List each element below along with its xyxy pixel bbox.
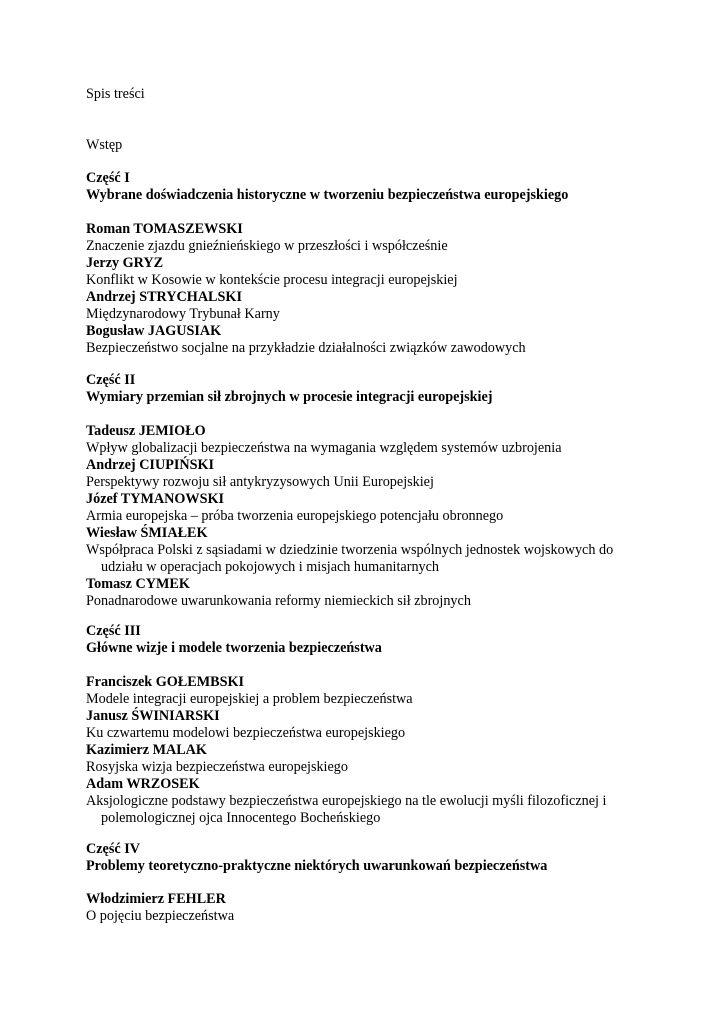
intro-entry: Wstęp [86,137,123,153]
entry-author: Janusz ŚWINIARSKI [86,708,220,724]
entry-title: Współpraca Polski z sąsiadami w dziedzinie tworzenia wspólnych jednostek wojskowych do [86,542,614,558]
entry-author: Jerzy GRYZ [86,255,164,271]
part2-entries [86,423,646,610]
entry-author: Andrzej STRYCHALSKI [86,289,242,305]
entry-author: Wiesław ŚMIAŁEK [86,525,208,541]
part2-header [86,372,646,406]
entry-author: Tadeusz JEMIOŁO [86,423,206,439]
part2-label: Część II [86,372,136,388]
part3-header [86,623,646,657]
entry-title: Wpływ globalizacji bezpieczeństwa na wymagania względem systemów uzbrojenia [86,440,562,456]
entry-title: Bezpieczeństwo socjalne na przykładzie działalności związków zawodowych [86,340,526,356]
entry-title-continuation: udziału w operacjach pokojowych i misjach humanitarnych [101,559,440,575]
part1-label: Część I [86,170,130,186]
entry-author: Tomasz CYMEK [86,576,190,592]
entry-author: Roman TOMASZEWSKI [86,221,243,237]
entry-author: Adam WRZOSEK [86,776,200,792]
entry-author: Włodzimierz FEHLER [86,891,226,907]
toc-title: Spis treści [86,86,145,102]
part3-entries [86,674,646,827]
part1-header [86,170,646,204]
part4-label: Część IV [86,841,140,857]
entry-title: Międzynarodowy Trybunał Karny [86,306,280,322]
part3-label: Część III [86,623,141,639]
part1-entries [86,221,646,357]
entry-title: Armia europejska – próba tworzenia europejskiego potencjału obronnego [86,508,504,524]
entry-title: Modele integracji europejskiej a problem bezpieczeństwa [86,691,413,707]
entry-title: Konflikt w Kosowie w kontekście procesu integracji europejskiej [86,272,458,288]
entry-title: Rosyjska wizja bezpieczeństwa europejskiego [86,759,348,775]
entry-title: Ku czwartemu modelowi bezpieczeństwa europejskiego [86,725,406,741]
toc-heading-block [86,86,646,103]
part1-title: Wybrane doświadczenia historyczne w tworzeniu bezpieczeństwa europejskiego [86,187,569,203]
part4-title: Problemy teoretyczno-praktyczne niektórych uwarunkowań bezpieczeństwa [86,858,548,874]
entry-title: Aksjologiczne podstawy bezpieczeństwa europejskiego na tle ewolucji myśli filozoficznej i [86,793,607,809]
entry-title: Ponadnarodowe uwarunkowania reformy niemieckich sił zbrojnych [86,593,471,609]
entry-author: Bogusław JAGUSIAK [86,323,222,339]
part3-title: Główne wizje i modele tworzenia bezpieczeństwa [86,640,382,656]
intro-block [86,137,646,154]
part4-entries [86,891,646,925]
part2-title: Wymiary przemian sił zbrojnych w procesie integracji europejskiej [86,389,493,405]
entry-title: O pojęciu bezpieczeństwa [86,908,235,924]
entry-author: Józef TYMANOWSKI [86,491,225,507]
entry-title: Znaczenie zjazdu gnieźnieńskiego w przeszłości i współcześnie [86,238,448,254]
part4-header [86,841,646,875]
entry-author: Kazimierz MALAK [86,742,207,758]
entry-author: Franciszek GOŁEMBSKI [86,674,245,690]
entry-title: Perspektywy rozwoju sił antykryzysowych Unii Europejskiej [86,474,434,490]
entry-author: Andrzej CIUPIŃSKI [86,457,215,473]
entry-title-continuation: polemologicznej ojca Innocentego Bocheńskiego [101,810,381,826]
